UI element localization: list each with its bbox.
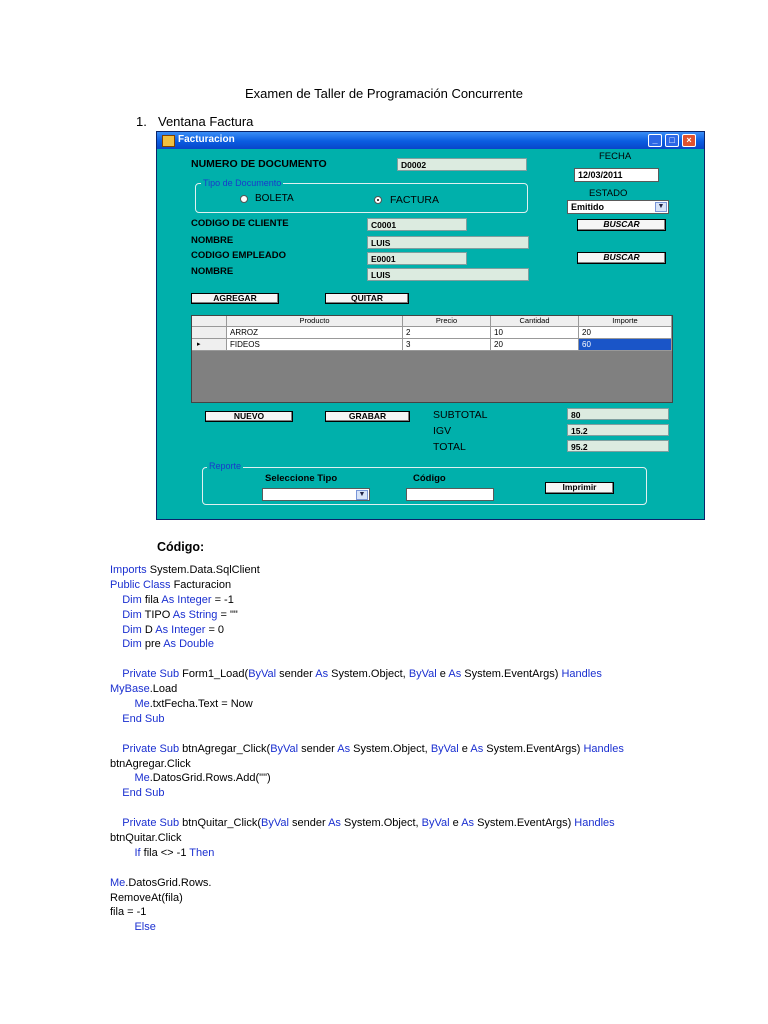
minimize-icon[interactable]: _: [648, 134, 662, 147]
nombre-empleado-label: NOMBRE: [191, 266, 234, 277]
buscar-cliente-button[interactable]: BUSCAR: [577, 219, 666, 231]
table-cell[interactable]: 20: [579, 327, 672, 339]
code-line: End Sub: [122, 712, 165, 725]
grid-row-header[interactable]: [192, 327, 227, 339]
quitar-button[interactable]: QUITAR: [325, 293, 409, 304]
code-line: [110, 727, 624, 742]
estado-label: ESTADO: [589, 188, 628, 199]
total-field[interactable]: 95.2: [567, 440, 669, 452]
grabar-button[interactable]: GRABAR: [325, 411, 410, 422]
estado-select[interactable]: [567, 200, 669, 214]
datos-grid[interactable]: [191, 315, 673, 403]
numero-documento-label: NUMERO DE DOCUMENTO: [191, 158, 327, 170]
imprimir-button[interactable]: Imprimir: [545, 482, 614, 494]
code-line: Private Sub Form1_Load(ByVal sender As System.Object, ByVal e As System.EventArgs) Handles: [122, 668, 602, 681]
boleta-label: BOLETA: [255, 193, 294, 204]
codigo-empleado-field[interactable]: E0001: [367, 252, 467, 265]
codigo-cliente-field[interactable]: C0001: [367, 218, 467, 231]
code-line: RemoveAt(fila): [110, 891, 183, 904]
codigo-empleado-label: CODIGO EMPLEADO: [191, 250, 287, 261]
window-titlebar[interactable]: [157, 132, 704, 149]
code-line: Imports System.Data.SqlClient: [110, 564, 260, 576]
section-title: Ventana Factura: [158, 114, 254, 129]
code-line: Me.DatosGrid.Rows.Add(""): [134, 772, 271, 785]
table-cell-selected[interactable]: 60: [579, 339, 672, 351]
code-line: Me.DatosGrid.Rows.: [110, 876, 212, 889]
code-line: btnQuitar.Click: [110, 832, 182, 845]
reporte-legend: Reporte: [209, 461, 242, 471]
code-line: fila = -1: [110, 906, 147, 919]
code-line: Private Sub btnAgregar_Click(ByVal sender As System.Object, ByVal e As System.EventArgs) Handles: [122, 742, 624, 755]
boleta-radio[interactable]: [240, 195, 248, 203]
codigo-field[interactable]: [406, 488, 494, 501]
chevron-down-icon[interactable]: ▼: [356, 490, 368, 500]
window-title: Facturacion: [178, 134, 235, 145]
nombre-cliente-label: NOMBRE: [191, 235, 234, 246]
section-heading: [136, 114, 253, 129]
code-listing: [110, 563, 624, 935]
grid-header-producto[interactable]: Producto: [227, 316, 403, 327]
fecha-label: FECHA: [599, 151, 632, 162]
tipo-reporte-select[interactable]: [262, 488, 370, 501]
nuevo-button[interactable]: NUEVO: [205, 411, 293, 422]
code-heading: Código:: [157, 540, 205, 554]
tipo-documento-legend: Tipo de Documento: [203, 178, 282, 188]
app-icon: [162, 135, 175, 147]
code-line: Dim fila As Integer = -1: [122, 593, 234, 606]
code-line: [110, 801, 624, 816]
code-line: btnAgregar.Click: [110, 757, 191, 770]
table-cell[interactable]: 2: [403, 327, 491, 339]
maximize-icon[interactable]: □: [665, 134, 679, 147]
code-line: MyBase.Load: [110, 683, 178, 696]
code-line: End Sub: [122, 787, 165, 800]
factura-label: FACTURA: [390, 194, 440, 206]
code-line: [110, 861, 624, 876]
code-line: Dim D As Integer = 0: [122, 623, 225, 636]
code-line: Me.txtFecha.Text = Now: [134, 698, 253, 711]
agregar-button[interactable]: AGREGAR: [191, 293, 279, 304]
codigo-cliente-label: CODIGO DE CLIENTE: [191, 218, 289, 229]
document-title: Examen de Taller de Programación Concurrente: [245, 86, 523, 101]
fecha-field[interactable]: 12/03/2011: [574, 168, 659, 182]
grid-corner-header: [192, 316, 227, 327]
codigo-label: Código: [413, 473, 446, 484]
code-line: Dim pre As Double: [122, 638, 214, 651]
section-number: 1.: [136, 114, 147, 129]
igv-field[interactable]: 15.2: [567, 424, 669, 436]
grid-header-importe[interactable]: Importe: [579, 316, 672, 327]
close-icon[interactable]: ×: [682, 134, 696, 147]
numero-documento-field[interactable]: D0002: [397, 158, 527, 171]
code-line: Private Sub btnQuitar_Click(ByVal sender As System.Object, ByVal e As System.EventArgs) Handles: [122, 817, 615, 830]
total-label: TOTAL: [433, 441, 466, 453]
subtotal-field[interactable]: 80: [567, 408, 669, 420]
grid-row-header[interactable]: ▸: [192, 339, 227, 351]
table-cell[interactable]: ARROZ: [227, 327, 403, 339]
grid-header-cantidad[interactable]: Cantidad: [491, 316, 579, 327]
grid-header-precio[interactable]: Precio: [403, 316, 491, 327]
factura-radio[interactable]: [374, 196, 382, 204]
code-line: [110, 652, 624, 667]
table-cell[interactable]: 10: [491, 327, 579, 339]
code-line: If fila <> -1 Then: [134, 846, 215, 859]
subtotal-label: SUBTOTAL: [433, 409, 488, 421]
igv-label: IGV: [433, 425, 452, 437]
chevron-down-icon[interactable]: ▼: [655, 202, 667, 212]
nombre-cliente-field[interactable]: LUIS: [367, 236, 529, 249]
code-line: Dim TIPO As String = "": [122, 608, 238, 621]
table-cell[interactable]: 20: [491, 339, 579, 351]
code-line: Public Class Facturacion: [110, 578, 232, 591]
table-cell[interactable]: 3: [403, 339, 491, 351]
seleccione-tipo-label: Seleccione Tipo: [265, 473, 338, 484]
facturacion-window: [156, 131, 705, 520]
table-cell[interactable]: FIDEOS: [227, 339, 403, 351]
nombre-empleado-field[interactable]: LUIS: [367, 268, 529, 281]
code-line: Else: [134, 921, 156, 934]
buscar-empleado-button[interactable]: BUSCAR: [577, 252, 666, 264]
estado-selected: Emitido: [571, 202, 604, 212]
